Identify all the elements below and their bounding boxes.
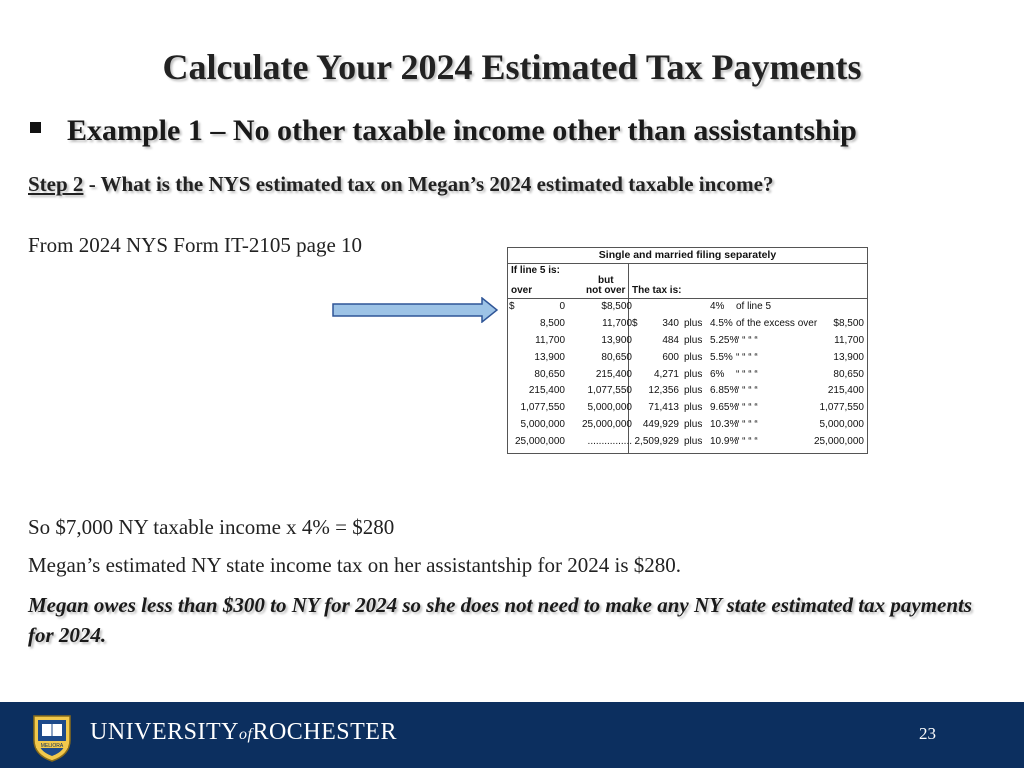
cell-base: 600 <box>662 351 679 363</box>
tax-table-row <box>508 299 867 316</box>
col-not-over: not over <box>586 285 626 296</box>
tax-table-row <box>508 434 867 451</box>
conclusion-text: Megan owes less than $300 to NY for 2024 so she does not need to make any NY state estimated tax payments for 2024. <box>28 593 973 647</box>
cell-plus: plus <box>684 317 703 329</box>
university-wordmark <box>90 719 397 746</box>
tax-table-row <box>508 417 867 434</box>
cell-excess: 5,000,000 <box>819 419 864 431</box>
result-line: Megan’s estimated NY state income tax on her assistantship for 2024 is $280. <box>28 553 682 577</box>
tax-table-row <box>508 316 867 333</box>
cell-excess: 25,000,000 <box>813 436 864 448</box>
cell-not-over: 11,700 <box>602 317 632 329</box>
page-number: 23 <box>919 724 936 743</box>
cell-plus: plus <box>684 334 703 346</box>
col-if-line: If line 5 is: <box>511 265 560 276</box>
cell-rate: 5.25% <box>710 334 739 346</box>
tax-table-row <box>508 383 867 400</box>
cell-over: 1,077,550 <box>520 402 565 414</box>
cell-rate: 6% <box>710 368 725 380</box>
cell-plus: plus <box>684 402 703 414</box>
cell-desc: “ “ “ “ <box>736 368 758 380</box>
cell-over: 5,000,000 <box>520 419 565 431</box>
cell-over: 215,400 <box>528 385 565 397</box>
cell-base-dollar: $ <box>632 317 638 329</box>
wordmark-of: of <box>239 726 253 743</box>
cell-base: 340 <box>662 317 679 329</box>
logo-motto: MELIORA <box>40 743 64 749</box>
tax-table-row <box>508 350 867 367</box>
cell-over: 25,000,000 <box>514 436 565 448</box>
cell-base: 71,413 <box>648 402 679 414</box>
cell-excess: 80,650 <box>833 368 864 380</box>
cell-over: 13,900 <box>534 351 565 363</box>
col-but: but <box>598 275 614 286</box>
step-heading <box>28 172 773 197</box>
cell-plus: plus <box>684 351 703 363</box>
cell-not-over: 5,000,000 <box>587 402 632 414</box>
cell-plus: plus <box>684 385 703 397</box>
example-bullet <box>30 114 857 148</box>
cell-desc: “ “ “ “ <box>736 436 758 448</box>
tax-table-header: Single and married filing separately <box>508 248 867 264</box>
cell-not-over: 13,900 <box>601 334 632 346</box>
col-over: over <box>511 285 533 296</box>
cell-rate: 4% <box>710 301 725 312</box>
cell-over: 11,700 <box>535 334 565 346</box>
example-bullet-text: Example 1 – No other taxable income other than assistantship <box>67 114 857 147</box>
cell-base: 12,356 <box>648 385 679 397</box>
cell-dollar: $ <box>509 301 515 312</box>
nys-tax-rate-table <box>507 247 868 454</box>
cell-plus: plus <box>684 368 703 380</box>
cell-desc: of line 5 <box>736 301 772 312</box>
tax-table-row <box>508 367 867 384</box>
cell-base: 449,929 <box>642 419 679 431</box>
cell-excess: 11,700 <box>834 334 864 346</box>
cell-over: 80,650 <box>534 368 565 380</box>
cell-desc: “ “ “ “ <box>736 351 758 363</box>
cell-rate: 5.5% <box>710 351 733 363</box>
cell-excess: $8,500 <box>833 317 864 329</box>
cell-rate: 4.5% <box>710 317 733 329</box>
cell-rate: 6.85% <box>710 385 739 397</box>
tax-table-column-headers <box>508 264 867 299</box>
wordmark-rochester: ROCHESTER <box>252 719 397 745</box>
step-label: Step 2 <box>28 172 84 196</box>
source-reference: From 2024 NYS Form IT-2105 page 10 <box>28 233 363 257</box>
cell-not-over: 25,000,000 <box>581 419 632 431</box>
cell-desc: “ “ “ “ <box>736 402 758 414</box>
wordmark-university: UNIVERSITY <box>90 719 239 745</box>
cell-not-over: $8,500 <box>601 301 632 312</box>
cell-desc: “ “ “ “ <box>736 419 758 431</box>
calculation-line: So $7,000 NY taxable income x 4% = $280 <box>28 515 395 539</box>
cell-over: 0 <box>559 301 565 312</box>
tax-table-row <box>508 333 867 350</box>
cell-rate: 9.65% <box>710 402 739 414</box>
cell-over: 8,500 <box>539 317 565 329</box>
cell-rate: 10.9% <box>710 436 739 448</box>
footer-bar <box>0 702 1024 768</box>
cell-base: 484 <box>662 334 679 346</box>
cell-rate: 10.3% <box>710 419 739 431</box>
tax-table-row <box>508 400 867 417</box>
cell-plus: plus <box>684 436 703 448</box>
cell-excess: 13,900 <box>833 351 864 363</box>
cell-base: 2,509,929 <box>634 436 679 448</box>
cell-desc: of the excess over <box>736 317 818 329</box>
cell-excess: 215,400 <box>827 385 864 397</box>
cell-excess: 1,077,550 <box>819 402 864 414</box>
cell-plus: plus <box>684 419 703 431</box>
cell-base: 4,271 <box>653 368 679 380</box>
right-arrow-icon <box>332 297 498 323</box>
tax-table-body <box>508 299 867 451</box>
cell-not-over: 215,400 <box>595 368 632 380</box>
slide-title: Calculate Your 2024 Estimated Tax Payments <box>162 47 862 87</box>
cell-not-over: 80,650 <box>601 351 632 363</box>
cell-not-over: ................ <box>587 436 632 448</box>
cell-not-over: 1,077,550 <box>587 385 632 397</box>
col-tax-is: The tax is: <box>632 285 682 296</box>
step-question: - What is the NYS estimated tax on Megan’s 2024 estimated taxable income? <box>83 172 774 196</box>
cell-desc: “ “ “ “ <box>736 385 758 397</box>
square-bullet-icon <box>30 122 41 133</box>
university-shield-logo <box>30 710 74 762</box>
cell-desc: “ “ “ “ <box>736 334 758 346</box>
